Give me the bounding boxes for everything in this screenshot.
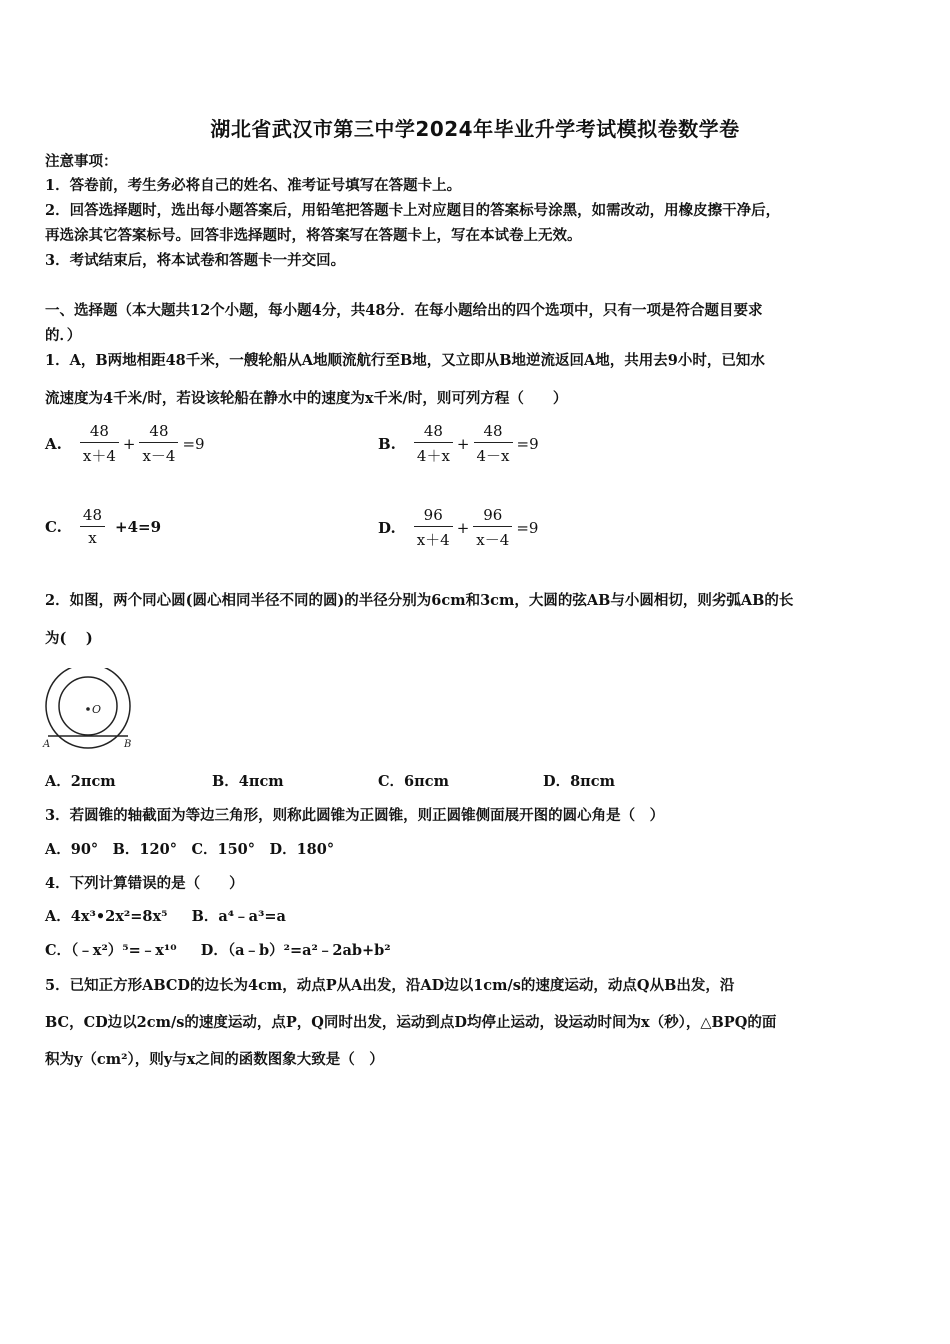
question-5-text: 5．已知正方形ABCD的边长为4cm，动点P从A出发，沿AD边以1cm/s的速度运动，动点Q从B出发，沿 <box>45 977 735 994</box>
fraction: $\frac{96}{x-4}$ <box>473 506 512 550</box>
q1-option-d[interactable]: D. $\frac{96}{x+4}$ + $\frac{96}{x-4}$ =9 <box>378 506 539 549</box>
q4-options-ab <box>45 908 286 926</box>
q4-option-b[interactable]: a⁴﹣a³=a <box>218 908 286 925</box>
question-2-text-cont: 为( ) <box>45 630 93 647</box>
center-label: O <box>92 703 102 716</box>
q2-option-d[interactable]: D．8πcm <box>543 773 615 790</box>
q2-option-a[interactable]: A．2πcm <box>45 773 116 790</box>
point-b-label: B <box>124 739 132 750</box>
q3-options[interactable]: A．90° B．120° C．150° D．180° <box>45 841 335 858</box>
fraction: $\frac{48}{x+4}$ <box>80 422 119 466</box>
fraction: $\frac{96}{x+4}$ <box>414 506 453 550</box>
fraction: $\frac{48}{x}$ <box>80 506 105 547</box>
q1-option-b[interactable]: B. $\frac{48}{4+x}$ + $\frac{48}{4-x}$ =9 <box>378 422 539 465</box>
notice-item-2-cont: 再选涂其它答案标号。回答非选择题时，将答案写在答题卡上，写在本试卷上无效。 <box>45 227 582 244</box>
question-3-text: 3．若圆锥的轴截面为等边三角形，则称此圆锥为正圆锥，则正圆锥侧面展开图的圆心角是（ ） <box>45 807 665 824</box>
question-1-text: 1．A，B两地相距48千米，一艘轮船从A地顺流航行至B地，又立即从B地逆流返回A地，共用去9小时，已知水 <box>45 352 765 369</box>
section-heading-cont: 的．） <box>45 327 82 344</box>
q4-option-a[interactable]: 4x³•2x²=8x⁵ <box>70 908 168 925</box>
notice-heading: 注意事项： <box>45 153 118 170</box>
fraction: $\frac{48}{x-4}$ <box>139 422 178 466</box>
q4-option-d[interactable]: （a﹣b）²=a²﹣2ab+b² <box>227 942 391 959</box>
notice-item-1: 1．答卷前，考生务必将自己的姓名、准考证号填写在答题卡上。 <box>45 177 462 194</box>
question-2-text: 2．如图，两个同心圆(圆心相同半径不同的圆)的半径分别为6cm和3cm，大圆的弦AB与小圆相切，则劣弧AB的长 <box>45 592 794 609</box>
fraction: $\frac{48}{4-x}$ <box>474 422 513 466</box>
question-5-text-cont: BC，CD边以2cm/s的速度运动，点P，Q同时出发，运动到点D均停止运动，设运动时间为x（秒），△BPQ的面 <box>45 1014 777 1031</box>
q4-options-cd <box>45 942 391 960</box>
concentric-circles-figure <box>40 668 140 756</box>
q4-option-d-label[interactable]: D． <box>200 942 228 959</box>
q2-option-c[interactable]: C．6πcm <box>378 773 449 790</box>
page-title: 湖北省武汉市第三中学2024年毕业升学考试模拟卷数学卷 <box>210 117 740 141</box>
question-4-text: 4．下列计算错误的是（ ） <box>45 875 244 892</box>
q4-option-b-label[interactable]: B． <box>191 908 219 925</box>
question-1-text-cont: 流速度为4千米/时，若设该轮船在静水中的速度为x千米/时，则可列方程（ ） <box>45 390 568 407</box>
point-a-label: A <box>43 739 51 750</box>
notice-item-3: 3．考试结束后，将本试卷和答题卡一并交回。 <box>45 252 346 269</box>
q4-option-a-label[interactable]: A． <box>45 908 71 925</box>
q4-option-c[interactable]: （﹣x²）⁵=﹣x¹⁰ <box>71 942 177 959</box>
q1-option-c[interactable]: C. $\frac{48}{x}$ +4=9 <box>45 506 162 547</box>
q2-option-b[interactable]: B．4πcm <box>212 773 284 790</box>
q1-option-a[interactable]: A. $\frac{48}{x+4}$ + $\frac{48}{x-4}$ =9 <box>45 422 205 465</box>
fraction: $\frac{48}{4+x}$ <box>414 422 453 466</box>
question-5-text-cont2: 积为y（cm²），则y与x之间的函数图象大致是（ ） <box>45 1051 384 1068</box>
notice-item-2: 2．回答选择题时，选出每小题答案后，用铅笔把答题卡上对应题目的答案标号涂黑，如需改动，用橡皮擦干净后， <box>45 202 781 219</box>
section-heading: 一、选择题（本大题共12个小题，每小题4分，共48分．在每小题给出的四个选项中，只有一项是符合题目要求 <box>45 302 763 319</box>
small-circle <box>59 677 117 735</box>
circles-diagram <box>40 668 140 752</box>
q4-option-c-label[interactable]: C． <box>45 942 72 959</box>
center-point <box>86 707 90 711</box>
